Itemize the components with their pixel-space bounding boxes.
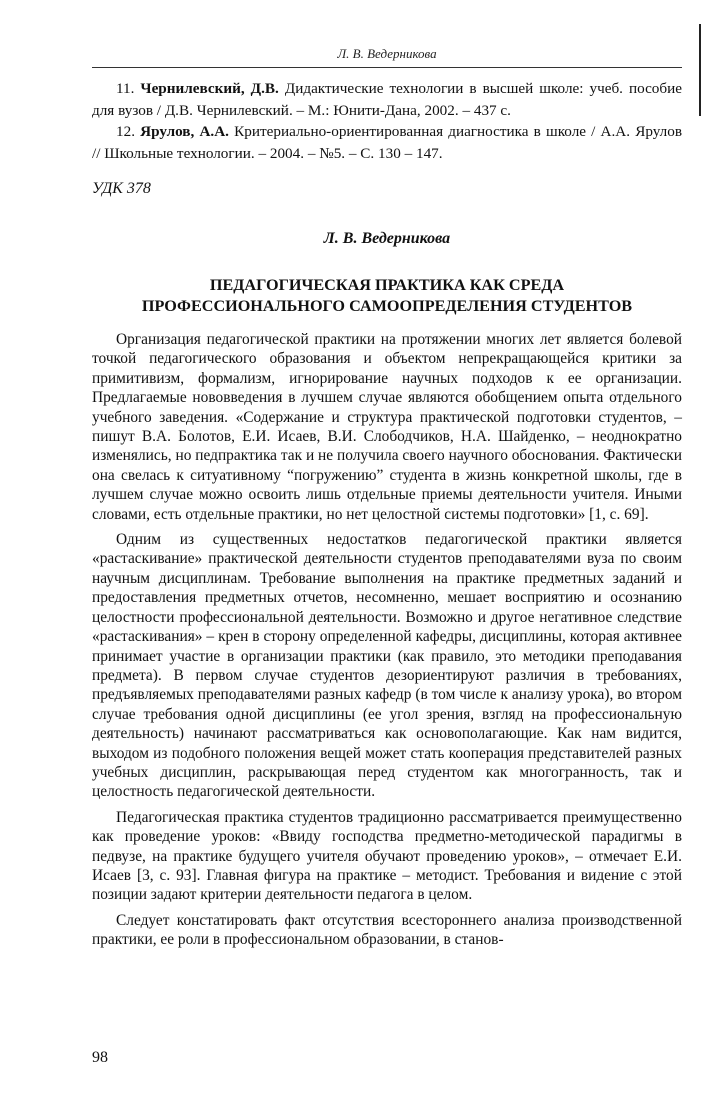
body-paragraph: Организация педагогической практики на протяжении многих лет является болевой точкой педагогического образования и объектом непрекращающейся критики за примитивизм, формализм, игнорирование научных подходов к ее организации. Предлагаемые нововведения в лучшем случае являются обобщением опыта отдельного учебного заведения. «Содержание и структура практической подготовки студентов, – пишут В.А. Болотов, Е.И. Исаев, В.И. Слободчиков, Н.А. Шайденко, – неоднократно изменялись, но педпрактика так и не получила своего научного обоснования. Фактически она свелась к ситуативному “погружению” студента в жизнь конкретной школы, где в лучшем случае можно освоить лишь отдельные приемы деятельности учителя. Иными словами, есть отдельные практики, но нет целостной системы подготовки» [1, с. 69]. — [92, 331, 682, 523]
page-edge-line — [699, 24, 701, 116]
reference-number: 11. — [116, 80, 141, 97]
article-body — [92, 330, 682, 956]
reference-author: Чернилевский, Д.В. — [140, 80, 279, 97]
reference-item — [92, 121, 682, 165]
reference-item — [92, 78, 682, 122]
running-header: Л. В. Ведерникова — [337, 46, 437, 61]
body-paragraph: Педагогическая практика студентов традиционно рассматривается преимущественно как проведение уроков: «Ввиду господства предметно-методической парадигмы в педвузе, на практике будущего учителя обучают проведению уроков», – отмечает Е.И. Исаев [3, с. 93]. Главная фигура на практике – методист. Требования и видение с этой позиции задают критерии деятельности педагога в целом. — [92, 808, 682, 904]
header-rule — [92, 67, 682, 68]
reference-author: Ярулов, А.А. — [140, 123, 229, 140]
body-paragraph: Одним из существенных недостатков педагогической практики является «растаскивание» практической деятельности студентов преподавателями вуза по своим научным дисциплинам. Требование выполнения на практике предметных заданий и предоставления предметных отчетов, несомненно, мешает восприятию и осознанию целостности профессиональной деятельности. Возможно и другое негативное следствие «растаскивания» – крен в сторону определенной кафедры, дисциплины, которая активнее принимает участие в организации практики (как правило, это методики преподавания предмета). В первом случае студентов дезориентируют различия в требованиях, предъявляемых преподавателями разных кафедр (в том числе к анализу урока), во втором случае требования одной дисциплины (ее угол зрения, взгляд на профессиональную деятельность) начинают рассматриваться как основополагающие. Как нам видится, выходом из подобного положения вещей может стать кооперация представителей разных учебных дисциплин, раскрывающая перед студентом как многогранность, так и целостность педагогической деятельности. — [92, 531, 682, 801]
article-title — [92, 275, 682, 317]
reference-text: Критериально-ориентированная диагностика в школе / А.А. Ярулов // Школьные технологии. – 2004. – №5. – С. 130 – 147. — [92, 123, 682, 162]
title-line: ПРОФЕССИОНАЛЬНОГО САМООПРЕДЕЛЕНИЯ СТУДЕНТОВ — [141, 297, 633, 315]
udc-code: УДК 378 — [92, 180, 151, 197]
title-line: ПЕДАГОГИЧЕСКАЯ ПРАКТИКА КАК СРЕДА — [209, 276, 565, 294]
page-number: 98 — [92, 1049, 108, 1066]
reference-text: Дидактические технологии в высшей школе: учеб. пособие для вузов / Д.В. Чернилевский. – М.: Юнити-Дана, 2002. – 437 с. — [92, 80, 682, 119]
article-author: Л. В. Ведерникова — [323, 230, 451, 247]
reference-number: 12. — [116, 123, 141, 140]
body-paragraph: Следует констатировать факт отсутствия всестороннего анализа производственной практики, ее роли в профессиональном образовании, в станов- — [92, 911, 682, 949]
